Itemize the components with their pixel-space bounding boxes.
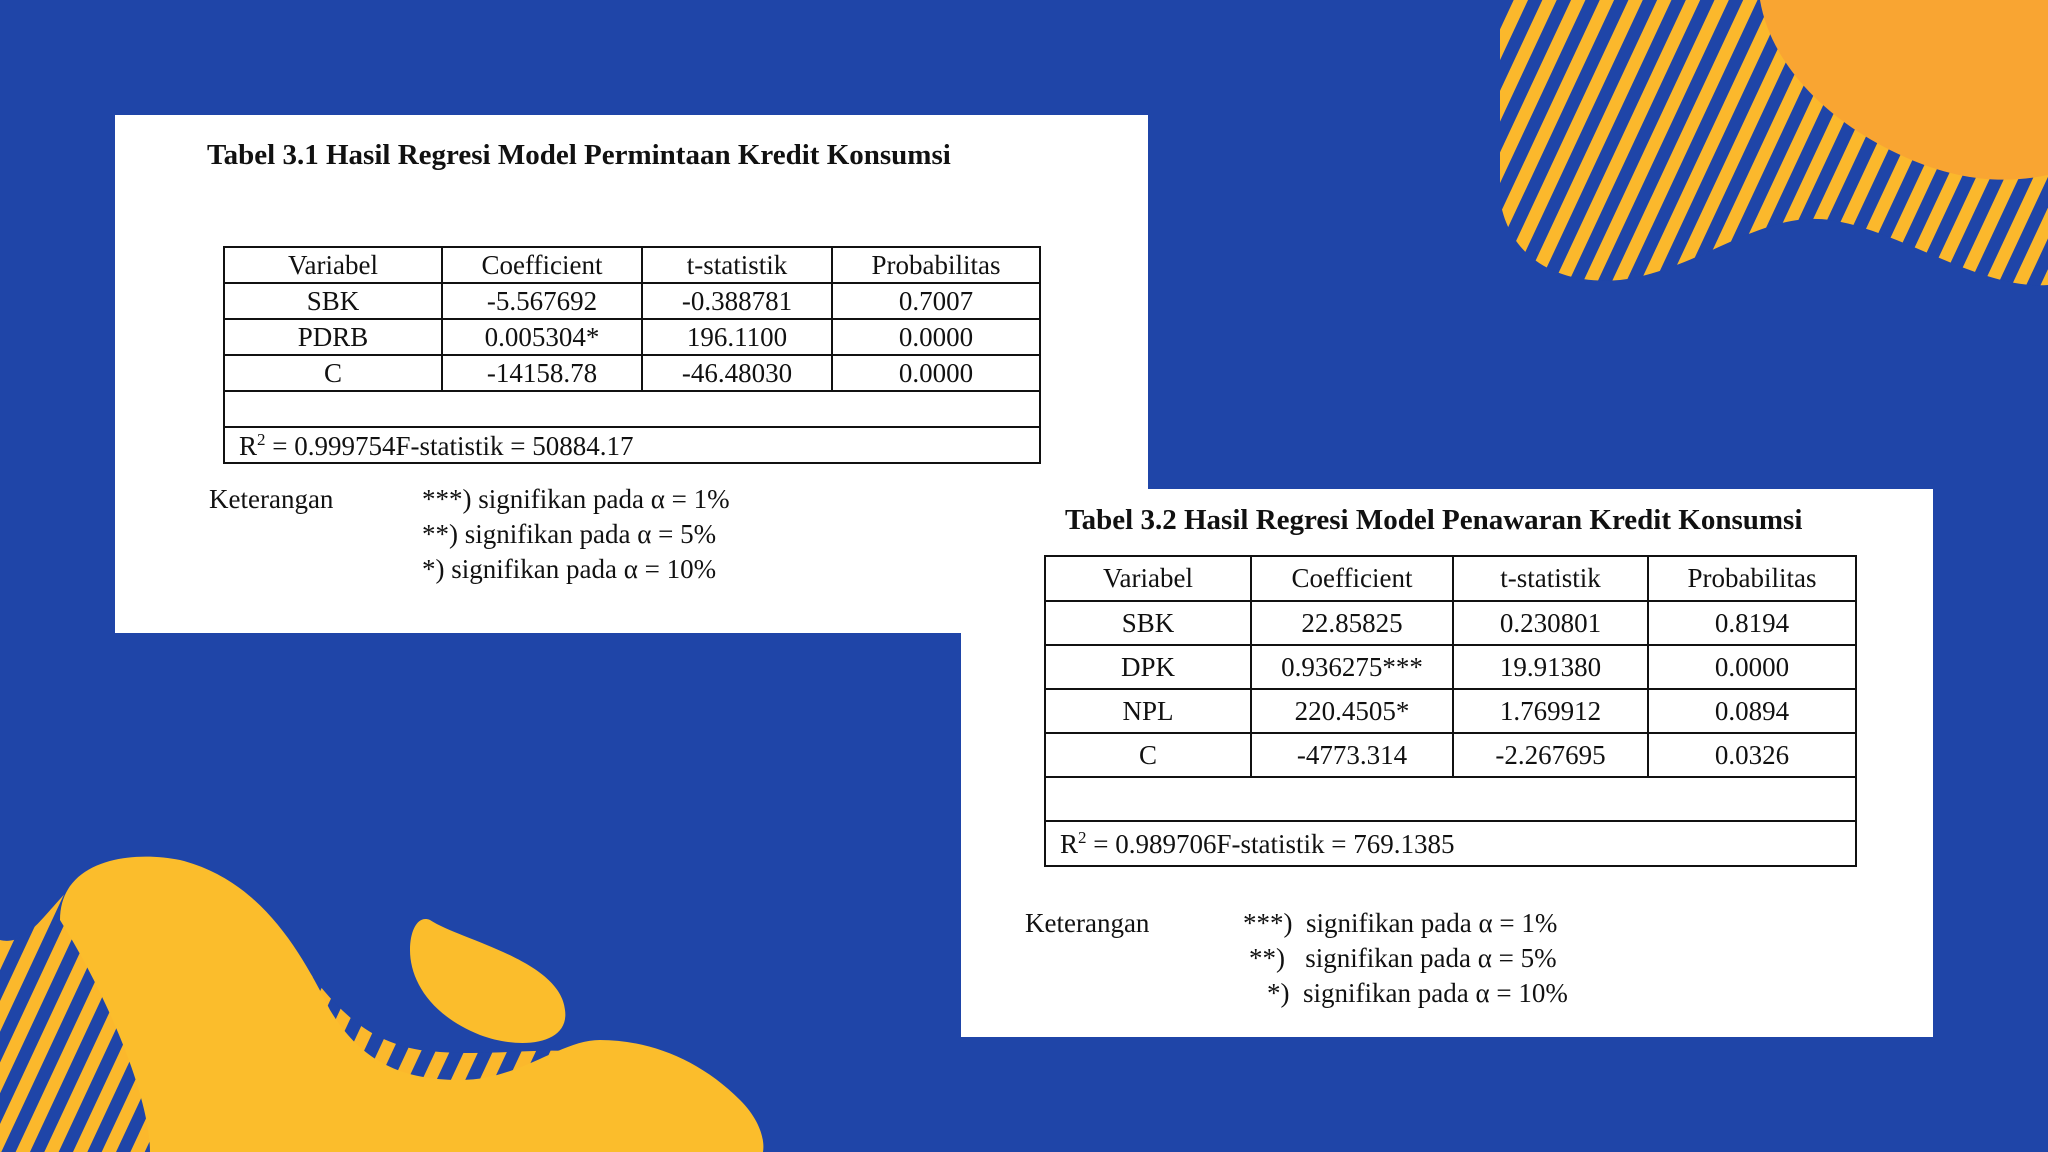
r-superscript: 2 <box>257 429 266 449</box>
yellow-drop-shape <box>410 919 565 1043</box>
table-cell: PDRB <box>224 319 442 355</box>
table-cell: 0.005304* <box>442 319 642 355</box>
regression-table <box>223 246 1041 464</box>
table-cell: 0.0000 <box>1648 645 1856 689</box>
table-cell: C <box>224 355 442 391</box>
table-cell: -5.567692 <box>442 283 642 319</box>
r-squared-statistics: = 0.989706F-statistik = 769.1385 <box>1086 829 1455 859</box>
yellow-wave-bottom-left <box>60 857 763 1152</box>
table-cell: 1.769912 <box>1453 689 1648 733</box>
column-header: Probabilitas <box>1648 556 1856 601</box>
column-header: Variabel <box>224 247 442 283</box>
note-line: ***) signifikan pada α = 1% <box>422 484 730 514</box>
table-cell: 0.230801 <box>1453 601 1648 645</box>
table-row <box>1045 733 1856 777</box>
table-cell: -14158.78 <box>442 355 642 391</box>
empty-row <box>1045 777 1856 821</box>
note-line: ***) signifikan pada α = 1% <box>1243 908 1558 938</box>
table-cell: 0.0326 <box>1648 733 1856 777</box>
table-cell: DPK <box>1045 645 1251 689</box>
table-row <box>1045 601 1856 645</box>
r-squared-cell <box>1045 821 1856 866</box>
table-row <box>1045 645 1856 689</box>
column-header: Coefficient <box>1251 556 1453 601</box>
table-row <box>224 283 1040 319</box>
column-header: t-statistik <box>1453 556 1648 601</box>
note-line: *) signifikan pada α = 10% <box>422 554 717 584</box>
table-cell: 22.85825 <box>1251 601 1453 645</box>
table-cell: 0.0000 <box>832 355 1040 391</box>
r-squared-statistics: = 0.999754F-statistik = 50884.17 <box>265 430 634 461</box>
table-header-row <box>224 247 1040 283</box>
r-label: R <box>1060 829 1079 859</box>
table-cell: 220.4505* <box>1251 689 1453 733</box>
table-cell: SBK <box>224 283 442 319</box>
table-cell: -46.48030 <box>642 355 832 391</box>
r-label: R <box>239 430 258 461</box>
table-cell: -2.267695 <box>1453 733 1648 777</box>
column-header: t-statistik <box>642 247 832 283</box>
regression-table <box>1044 555 1857 867</box>
significance-notes <box>209 484 809 594</box>
note-line: **) signifikan pada α = 5% <box>422 519 717 549</box>
table-cell: NPL <box>1045 689 1251 733</box>
note-line: **) signifikan pada α = 5% <box>1249 943 1557 973</box>
table-cell: 19.91380 <box>1453 645 1648 689</box>
table-cell: 196.1100 <box>642 319 832 355</box>
significance-notes <box>1025 908 1625 1018</box>
table-header-row <box>1045 556 1856 601</box>
table-cell: SBK <box>1045 601 1251 645</box>
column-header: Variabel <box>1045 556 1251 601</box>
r-squared-row <box>224 427 1040 463</box>
table-row <box>224 319 1040 355</box>
table-cell: -0.388781 <box>642 283 832 319</box>
r-squared-row <box>1045 821 1856 866</box>
table-cell: 0.0894 <box>1648 689 1856 733</box>
table-row <box>1045 689 1856 733</box>
table-cell: 0.8194 <box>1648 601 1856 645</box>
empty-row <box>224 391 1040 427</box>
r-squared-cell <box>224 427 1040 463</box>
table-cell: 0.7007 <box>832 283 1040 319</box>
table-row <box>224 355 1040 391</box>
table-cell: 0.936275*** <box>1251 645 1453 689</box>
table-title: Tabel 3.1 Hasil Regresi Model Permintaan Kredit Konsumsi <box>207 139 951 171</box>
regression-table-card-2 <box>961 489 1933 1037</box>
table-cell: C <box>1045 733 1251 777</box>
table-title: Tabel 3.2 Hasil Regresi Model Penawaran Kredit Konsumsi <box>1065 504 1803 536</box>
column-header: Probabilitas <box>832 247 1040 283</box>
table-cell: 0.0000 <box>832 319 1040 355</box>
notes-label: Keterangan <box>209 484 334 514</box>
r-superscript: 2 <box>1078 828 1087 847</box>
note-line: *) signifikan pada α = 10% <box>1267 978 1568 1008</box>
notes-label: Keterangan <box>1025 908 1150 938</box>
column-header: Coefficient <box>442 247 642 283</box>
table-cell: -4773.314 <box>1251 733 1453 777</box>
